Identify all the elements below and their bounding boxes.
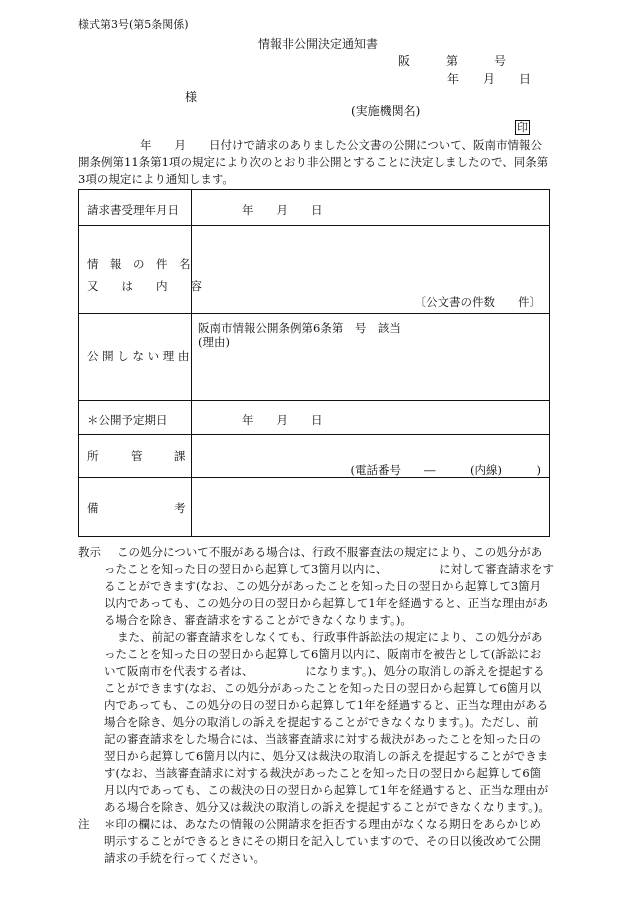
value-cell: [192, 226, 550, 314]
row-info-subject: [79, 226, 550, 314]
seal-icon: 印: [517, 121, 528, 134]
row-reason: [79, 314, 550, 401]
notice-form-table: [78, 189, 550, 537]
notice-line: 記の審査請求をした場合には、当該審査請求に対する裁決があったことを知った日の: [104, 732, 541, 746]
notice-line: ったことを知った日の翌日から起算して6箇月以内に、阪南市を被告として(訴訟にお: [104, 647, 542, 661]
notice-line: ことができます(なお、この処分があったことを知った日の翌日から起算して6箇月以: [104, 681, 542, 695]
row-remarks: [79, 478, 550, 537]
note-head: 注: [78, 817, 90, 831]
notice-line: る場合を除き、審査請求をすることができなくなります。)。: [104, 613, 412, 627]
document-title: 情報非公開決定通知書: [258, 37, 379, 51]
department-label-right: 課: [174, 449, 186, 463]
issuer-name: (実施機関名): [351, 104, 421, 118]
notice-head: 教示: [78, 545, 101, 559]
intro-line-2: 開条例第11条第1項の規定により次のとおり非公開とすることに決定しましたので、同条第: [78, 155, 549, 169]
notice-line: 内であっても、この処分の日の翌日から起算して1年を経過すると、正当な理由がある: [104, 698, 549, 712]
note-line: ＊印の欄には、あなたの情報の公開請求を拒否する理由がなくなる期日をあらかじめ: [104, 817, 541, 831]
info-subject-label-2: 又 は 内 容: [87, 279, 202, 293]
notice-line: 場合を除き、処分の取消しの訴えを提起することができなくなります。)。ただし、前: [104, 715, 539, 729]
document-number: 阪 第 号: [398, 54, 507, 68]
reason-ordinance: 阪南市情報公開条例第6条第 号 該当: [198, 321, 401, 335]
reason-detail: (理由): [198, 335, 230, 349]
notice-line: また、前記の審査請求をしなくても、行政事件訴訟法の規定により、この処分があ: [117, 630, 543, 644]
label-cell: [79, 435, 192, 478]
department-label-left: 所: [87, 449, 99, 463]
label-cell: [79, 401, 192, 435]
label-cell: [79, 226, 202, 314]
value-cell: [192, 314, 550, 401]
row-receipt-date: [79, 190, 550, 226]
department-label-mid: 管: [131, 449, 143, 463]
remarks-label-right: 考: [174, 501, 186, 515]
notice-line: 以内であっても、この処分の日の翌日から起算して1年を経過すると、正当な理由があ: [104, 596, 549, 610]
info-subject-label-1: 情 報 の 件 名: [87, 257, 191, 271]
document-count: 〔公文書の件数 件〕: [414, 295, 541, 309]
form-number: 様式第3号(第5条関係): [78, 18, 189, 31]
intro-line-1: 年 月 日付けで請求のありました公文書の公開について、阪南市情報公: [140, 138, 543, 152]
receipt-date-label: 請求書受理年月日: [87, 203, 179, 217]
planned-date-label: ＊公開予定期日: [87, 413, 168, 427]
addressee-suffix: 様: [185, 90, 198, 104]
receipt-date-value: 年 月 日: [242, 203, 323, 217]
planned-date-value: 年 月 日: [242, 413, 323, 427]
row-department: [79, 435, 550, 478]
notice-line: いて阪南市を代表する者は、 になります。)、処分の取消しの訴えを提起する: [104, 664, 545, 678]
notice-line: この処分について不服がある場合は、行政不服審査法の規定により、この処分があ: [117, 545, 543, 559]
reason-label: 公 開 し な い 理 由: [87, 349, 190, 363]
remarks-label-left: 備: [87, 501, 99, 515]
label-cell: [79, 190, 192, 226]
value-cell: [192, 435, 550, 478]
notice-line: 翌日から起算して6箇月以内に、処分又は裁決の取消しの訴えを提起することができま: [104, 749, 549, 763]
notice-line: す(なお、当該審査請求に対する裁決があったことを知った日の翌日から起算して6箇: [104, 766, 542, 780]
remarks-value-cell: [192, 478, 550, 537]
notice-line: ったことを知った日の翌日から起算して3箇月以内に、 に対して審査請求をす: [104, 562, 555, 576]
notice-line: ある場合を除き、処分又は裁決の取消しの訴えを提起することができなくなります。)。: [104, 800, 550, 814]
note-line: 明示することができるときにその期日を記入していますので、その日以後改めて公開: [104, 834, 541, 848]
phone-number: (電話番号 ― (内線) ): [350, 463, 541, 477]
notice-line: ることができます(なお、この処分があったことを知った日の翌日から起算して3箇月: [104, 579, 542, 593]
value-cell: [192, 190, 550, 226]
label-cell: [79, 314, 192, 401]
row-planned-date: [79, 401, 550, 435]
label-cell: [79, 478, 192, 537]
value-cell: [192, 401, 550, 435]
issue-date: 年 月 日: [447, 72, 532, 86]
intro-line-3: 3項の規定により通知します。: [78, 172, 234, 186]
notice-line: 月以内であっても、この裁決の日の翌日から起算して1年を経過すると、正当な理由が: [104, 783, 549, 797]
note-line: 請求の手続を行ってください。: [104, 851, 265, 865]
